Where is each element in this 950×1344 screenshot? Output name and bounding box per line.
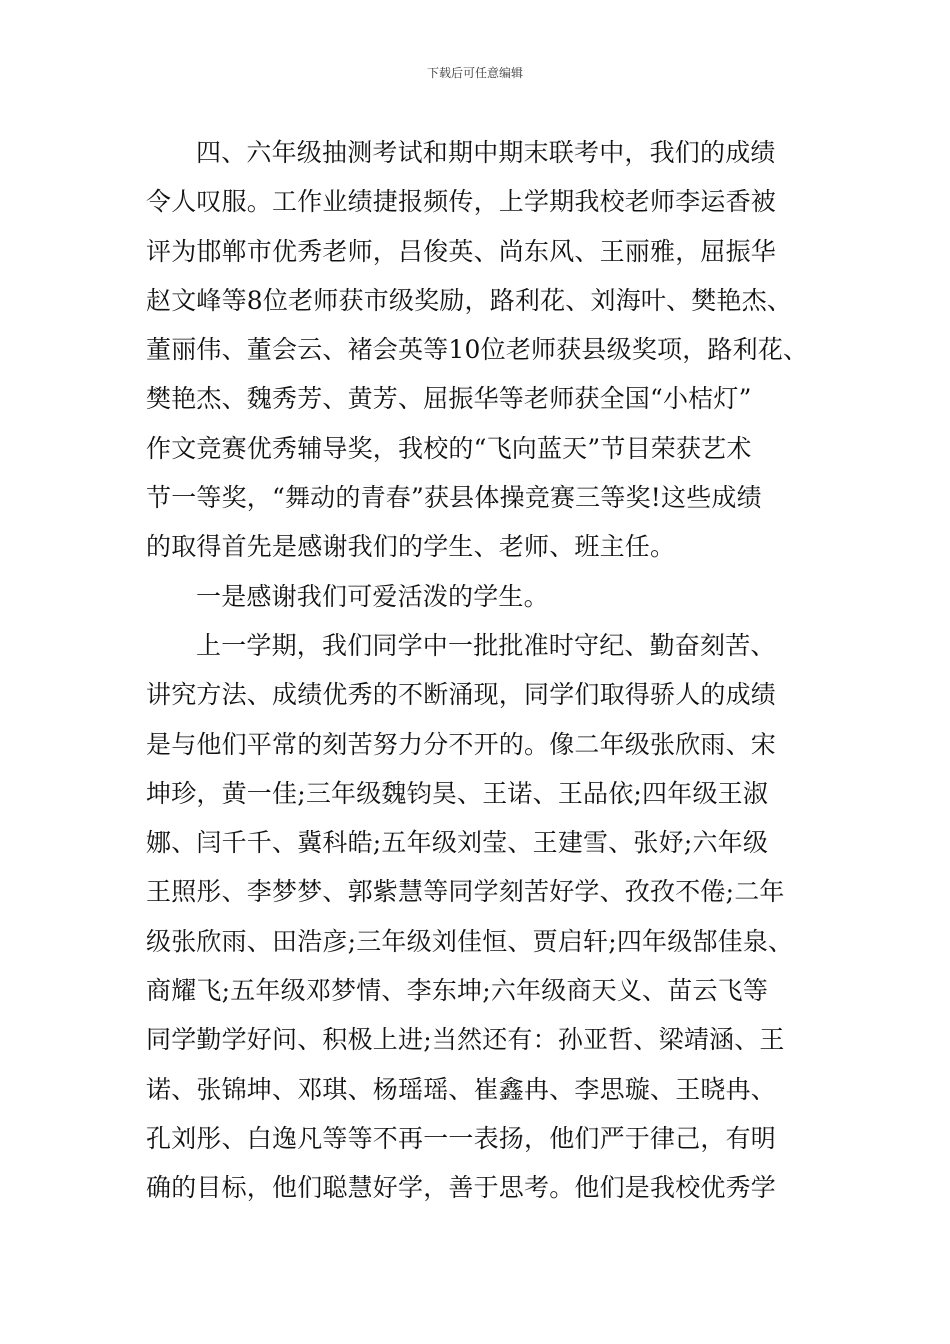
text-line: 是与他们平常的刻苦努力分不开的。像二年级张欣雨、宋: [146, 729, 777, 759]
text-line: 令人叹服。工作业绩捷报频传，上学期我校老师李运香被: [146, 187, 777, 217]
text-line: 讲究方法、成绩优秀的不断涌现，同学们取得骄人的成绩: [146, 680, 777, 710]
text-line: 级张欣雨、田浩彦;三年级刘佳恒、贾启轩;四年级郜佳泉、: [146, 926, 794, 956]
text-line: 诺、张锦坤、邓琪、杨瑶瑶、崔鑫冉、李思璇、王晓冉、: [146, 1074, 777, 1104]
text-line: 商耀飞;五年级邓梦情、李东坤;六年级商天义、苗云飞等: [146, 976, 769, 1006]
document-body: [146, 128, 826, 1213]
page-header: 下载后可任意编辑: [426, 66, 523, 80]
text-line: 一是感谢我们可爱活泼的学生。: [196, 581, 549, 611]
text-line: 孔刘彤、白逸凡等等不再一一表扬，他们严于律己，有明: [146, 1123, 777, 1153]
text-line: 评为邯郸市优秀老师，吕俊英、尚东风、王丽雅，屈振华: [146, 236, 777, 266]
text-line: 董丽伟、董会云、褚会英等10位老师获县级奖项，路利花、: [146, 335, 809, 365]
text-line: 四、六年级抽测考试和期中期末联考中，我们的成绩: [196, 138, 776, 167]
text-line: 上一学期，我们同学中一批批准时守纪、勤奋刻苦、: [196, 630, 776, 660]
text-line: 的取得首先是感谢我们的学生、老师、班主任。: [146, 532, 676, 562]
text-line: 王照彤、李梦梦、郭紫慧等同学刻苦好学、孜孜不倦;二年: [146, 877, 785, 907]
text-line: 樊艳杰、魏秀芳、黄芳、屈振华等老师获全国“小桔灯”: [146, 384, 752, 414]
text-line: 坤珍，黄一佳;三年级魏钧昊、王诺、王品依;四年级王淑: [146, 778, 769, 808]
text-line: 节一等奖，“舞动的青春”获县体操竞赛三等奖!这些成绩: [146, 483, 762, 513]
text-line: 确的目标，他们聪慧好学，善于思考。他们是我校优秀学: [146, 1173, 777, 1203]
text-line: 娜、闫千千、冀科皓;五年级刘莹、王建雪、张妤;六年级: [146, 828, 769, 858]
text-line: 作文竞赛优秀辅导奖，我校的“飞向蓝天”节目荣获艺术: [146, 433, 752, 463]
text-line: 同学勤学好问、积极上进;当然还有：孙亚哲、梁靖涵、王: [146, 1025, 785, 1055]
text-line: 赵文峰等8位老师获市级奖励，路利花、刘海叶、樊艳杰、: [146, 285, 793, 315]
